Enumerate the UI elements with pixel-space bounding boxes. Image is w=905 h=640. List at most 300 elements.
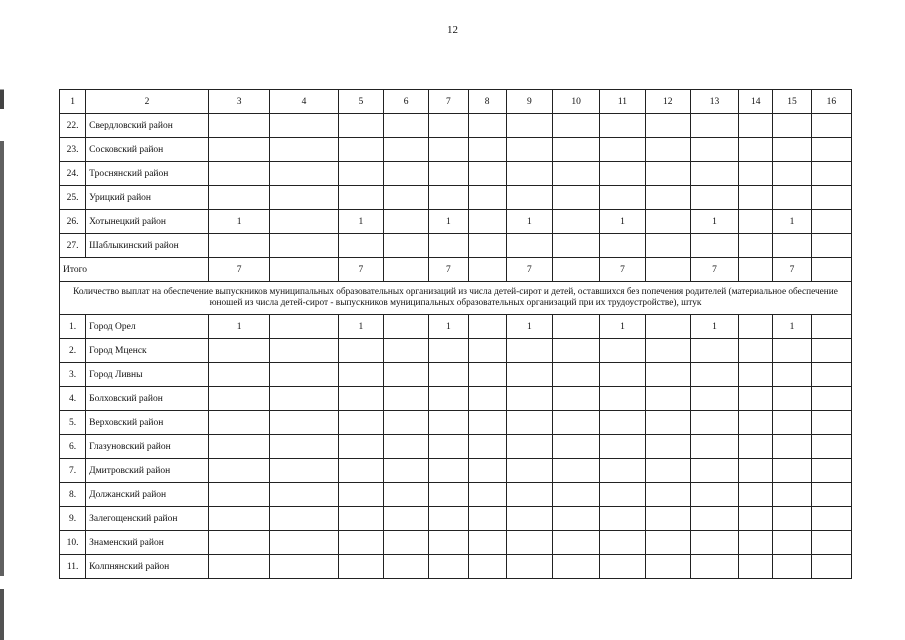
value-cell: 1 (208, 210, 269, 234)
value-cell (811, 507, 851, 531)
value-cell (773, 234, 811, 258)
value-cell (384, 363, 429, 387)
district-name: Знаменский район (86, 531, 209, 555)
total-value: 7 (506, 258, 552, 282)
value-cell (690, 435, 738, 459)
row-number: 24. (60, 162, 86, 186)
value-cell (429, 234, 468, 258)
value-cell (811, 531, 851, 555)
district-name: Троснянский район (86, 162, 209, 186)
value-cell (270, 186, 338, 210)
section-row (60, 282, 852, 315)
value-cell (645, 234, 690, 258)
value-cell (739, 234, 773, 258)
district-name: Сосковский район (86, 138, 209, 162)
value-cell (468, 435, 506, 459)
table-row (60, 411, 852, 435)
value-cell (600, 411, 645, 435)
value-cell (506, 459, 552, 483)
row-number: 4. (60, 387, 86, 411)
value-cell (208, 114, 269, 138)
table-row (60, 363, 852, 387)
value-cell (811, 234, 851, 258)
table-row (60, 186, 852, 210)
table-row (60, 339, 852, 363)
value-cell (811, 363, 851, 387)
value-cell (645, 435, 690, 459)
value-cell: 1 (506, 210, 552, 234)
value-cell: 1 (600, 210, 645, 234)
value-cell (384, 138, 429, 162)
value-cell (739, 114, 773, 138)
row-number: 7. (60, 459, 86, 483)
row-number: 1. (60, 315, 86, 339)
value-cell (468, 339, 506, 363)
value-cell (553, 315, 600, 339)
value-cell (739, 210, 773, 234)
value-cell (690, 411, 738, 435)
value-cell (506, 435, 552, 459)
value-cell (553, 411, 600, 435)
value-cell (553, 138, 600, 162)
total-value (739, 258, 773, 282)
value-cell (468, 387, 506, 411)
value-cell (600, 387, 645, 411)
row-number: 5. (60, 411, 86, 435)
value-cell (739, 459, 773, 483)
value-cell (384, 507, 429, 531)
value-cell (811, 483, 851, 507)
value-cell (384, 459, 429, 483)
value-cell (553, 363, 600, 387)
value-cell (429, 531, 468, 555)
value-cell (270, 363, 338, 387)
column-header: 4 (270, 90, 338, 114)
value-cell (690, 363, 738, 387)
value-cell (739, 387, 773, 411)
total-value (468, 258, 506, 282)
value-cell (553, 162, 600, 186)
row-number: 3. (60, 363, 86, 387)
table-row (60, 162, 852, 186)
total-value (645, 258, 690, 282)
value-cell (739, 339, 773, 363)
value-cell (811, 387, 851, 411)
column-header: 12 (645, 90, 690, 114)
value-cell (690, 162, 738, 186)
value-cell (384, 234, 429, 258)
row-number: 26. (60, 210, 86, 234)
value-cell (553, 339, 600, 363)
value-cell (773, 387, 811, 411)
total-value (553, 258, 600, 282)
value-cell (506, 483, 552, 507)
value-cell (773, 507, 811, 531)
value-cell (208, 507, 269, 531)
value-cell (338, 138, 383, 162)
value-cell (506, 363, 552, 387)
value-cell (384, 531, 429, 555)
value-cell (645, 555, 690, 579)
value-cell (506, 507, 552, 531)
value-cell (338, 507, 383, 531)
table-row (60, 234, 852, 258)
table-row (60, 483, 852, 507)
value-cell (645, 339, 690, 363)
district-name: Залегощенский район (86, 507, 209, 531)
value-cell (208, 387, 269, 411)
value-cell (645, 315, 690, 339)
value-cell (773, 531, 811, 555)
value-cell (208, 339, 269, 363)
value-cell (645, 459, 690, 483)
value-cell (384, 210, 429, 234)
value-cell (208, 411, 269, 435)
value-cell (468, 186, 506, 210)
value-cell (429, 138, 468, 162)
value-cell (645, 483, 690, 507)
value-cell (468, 531, 506, 555)
value-cell (270, 210, 338, 234)
value-cell (600, 339, 645, 363)
value-cell (773, 555, 811, 579)
value-cell (208, 531, 269, 555)
value-cell (553, 555, 600, 579)
value-cell: 1 (338, 210, 383, 234)
scan-edge (0, 0, 4, 640)
district-name: Колпнянский район (86, 555, 209, 579)
district-name: Должанский район (86, 483, 209, 507)
value-cell (600, 435, 645, 459)
value-cell (739, 435, 773, 459)
value-cell: 1 (773, 315, 811, 339)
value-cell (690, 387, 738, 411)
value-cell (429, 459, 468, 483)
district-name: Город Мценск (86, 339, 209, 363)
total-value (270, 258, 338, 282)
value-cell (270, 339, 338, 363)
value-cell (429, 339, 468, 363)
value-cell (270, 459, 338, 483)
value-cell (773, 483, 811, 507)
row-number: 10. (60, 531, 86, 555)
value-cell (384, 483, 429, 507)
value-cell: 1 (690, 210, 738, 234)
district-name: Глазуновский район (86, 435, 209, 459)
value-cell (600, 363, 645, 387)
value-cell (600, 114, 645, 138)
value-cell (645, 162, 690, 186)
column-header: 9 (506, 90, 552, 114)
row-number: 6. (60, 435, 86, 459)
value-cell (739, 138, 773, 162)
value-cell (384, 435, 429, 459)
district-name: Шаблыкинский район (86, 234, 209, 258)
value-cell (645, 531, 690, 555)
value-cell (429, 387, 468, 411)
value-cell (739, 363, 773, 387)
value-cell (270, 387, 338, 411)
value-cell: 1 (690, 315, 738, 339)
total-row (60, 258, 852, 282)
table-row (60, 387, 852, 411)
value-cell (690, 459, 738, 483)
value-cell (506, 234, 552, 258)
value-cell (208, 234, 269, 258)
value-cell (690, 234, 738, 258)
row-number: 8. (60, 483, 86, 507)
page-number: 12 (447, 24, 458, 36)
row-number: 9. (60, 507, 86, 531)
value-cell (773, 363, 811, 387)
table-row (60, 435, 852, 459)
column-header: 3 (208, 90, 269, 114)
total-value (811, 258, 851, 282)
district-name: Город Орел (86, 315, 209, 339)
value-cell (645, 411, 690, 435)
value-cell (553, 387, 600, 411)
value-cell (739, 483, 773, 507)
value-cell (645, 387, 690, 411)
district-name: Хотынецкий район (86, 210, 209, 234)
value-cell (553, 186, 600, 210)
value-cell (773, 114, 811, 138)
value-cell (468, 162, 506, 186)
value-cell: 1 (773, 210, 811, 234)
value-cell (468, 459, 506, 483)
value-cell (553, 531, 600, 555)
value-cell (468, 483, 506, 507)
value-cell (600, 162, 645, 186)
value-cell (384, 555, 429, 579)
value-cell (739, 162, 773, 186)
district-name: Урицкий район (86, 186, 209, 210)
total-value (384, 258, 429, 282)
table-row (60, 555, 852, 579)
total-value: 7 (690, 258, 738, 282)
table-row (60, 459, 852, 483)
value-cell (270, 555, 338, 579)
value-cell (553, 507, 600, 531)
value-cell (690, 114, 738, 138)
value-cell (338, 483, 383, 507)
value-cell (773, 162, 811, 186)
table-row (60, 138, 852, 162)
district-name: Дмитровский район (86, 459, 209, 483)
value-cell (645, 363, 690, 387)
column-header: 13 (690, 90, 738, 114)
value-cell (338, 363, 383, 387)
value-cell (690, 507, 738, 531)
value-cell (208, 363, 269, 387)
total-value: 7 (338, 258, 383, 282)
value-cell (468, 210, 506, 234)
column-header: 2 (86, 90, 209, 114)
value-cell (384, 315, 429, 339)
value-cell (270, 483, 338, 507)
column-header: 10 (553, 90, 600, 114)
value-cell (270, 531, 338, 555)
value-cell (553, 435, 600, 459)
value-cell (773, 138, 811, 162)
value-cell (811, 315, 851, 339)
value-cell (208, 186, 269, 210)
value-cell (429, 507, 468, 531)
value-cell (338, 234, 383, 258)
value-cell (773, 411, 811, 435)
value-cell (338, 162, 383, 186)
value-cell (690, 138, 738, 162)
header-row (60, 90, 852, 114)
value-cell (553, 210, 600, 234)
value-cell (773, 435, 811, 459)
value-cell: 1 (338, 315, 383, 339)
district-name: Болховский район (86, 387, 209, 411)
value-cell (645, 186, 690, 210)
value-cell (773, 186, 811, 210)
table-row (60, 114, 852, 138)
value-cell (506, 138, 552, 162)
value-cell (429, 411, 468, 435)
value-cell (773, 339, 811, 363)
value-cell (468, 555, 506, 579)
value-cell: 1 (429, 210, 468, 234)
value-cell (600, 483, 645, 507)
value-cell (384, 411, 429, 435)
value-cell (338, 435, 383, 459)
value-cell (506, 162, 552, 186)
value-cell (811, 435, 851, 459)
value-cell (600, 555, 645, 579)
value-cell (811, 411, 851, 435)
value-cell (208, 483, 269, 507)
table-row (60, 507, 852, 531)
value-cell (811, 210, 851, 234)
value-cell (739, 411, 773, 435)
value-cell (384, 186, 429, 210)
value-cell (811, 114, 851, 138)
value-cell (429, 114, 468, 138)
value-cell (553, 483, 600, 507)
column-header: 5 (338, 90, 383, 114)
value-cell (468, 411, 506, 435)
value-cell (600, 138, 645, 162)
value-cell (506, 339, 552, 363)
column-header: 8 (468, 90, 506, 114)
value-cell (739, 555, 773, 579)
value-cell (338, 114, 383, 138)
value-cell (739, 186, 773, 210)
value-cell (384, 162, 429, 186)
column-header: 1 (60, 90, 86, 114)
value-cell (208, 555, 269, 579)
value-cell (739, 531, 773, 555)
row-number: 11. (60, 555, 86, 579)
value-cell (338, 531, 383, 555)
value-cell (690, 339, 738, 363)
value-cell (270, 435, 338, 459)
value-cell (600, 186, 645, 210)
value-cell (384, 387, 429, 411)
value-cell (338, 555, 383, 579)
value-cell (811, 339, 851, 363)
value-cell (506, 411, 552, 435)
value-cell (208, 138, 269, 162)
value-cell (739, 315, 773, 339)
total-label: Итого (60, 258, 209, 282)
district-name: Свердловский район (86, 114, 209, 138)
value-cell (208, 162, 269, 186)
value-cell (208, 435, 269, 459)
row-number: 23. (60, 138, 86, 162)
value-cell (811, 555, 851, 579)
value-cell (811, 138, 851, 162)
value-cell (600, 531, 645, 555)
value-cell (429, 555, 468, 579)
value-cell (270, 138, 338, 162)
value-cell (338, 339, 383, 363)
column-header: 7 (429, 90, 468, 114)
column-header: 6 (384, 90, 429, 114)
value-cell (468, 507, 506, 531)
value-cell (429, 363, 468, 387)
value-cell (506, 114, 552, 138)
table-row (60, 210, 852, 234)
value-cell (468, 234, 506, 258)
value-cell (506, 555, 552, 579)
value-cell (600, 234, 645, 258)
value-cell (690, 186, 738, 210)
value-cell (739, 507, 773, 531)
row-number: 27. (60, 234, 86, 258)
value-cell (338, 186, 383, 210)
value-cell (773, 459, 811, 483)
value-cell (553, 459, 600, 483)
value-cell (429, 435, 468, 459)
value-cell (506, 387, 552, 411)
district-name: Верховский район (86, 411, 209, 435)
value-cell (811, 162, 851, 186)
row-number: 22. (60, 114, 86, 138)
value-cell (338, 459, 383, 483)
column-header: 11 (600, 90, 645, 114)
row-number: 25. (60, 186, 86, 210)
value-cell (270, 162, 338, 186)
value-cell (645, 138, 690, 162)
table-row (60, 531, 852, 555)
value-cell (384, 114, 429, 138)
value-cell (384, 339, 429, 363)
value-cell (468, 114, 506, 138)
value-cell (270, 507, 338, 531)
value-cell (645, 114, 690, 138)
value-cell (270, 411, 338, 435)
table-row (60, 315, 852, 339)
row-number: 2. (60, 339, 86, 363)
value-cell (645, 210, 690, 234)
value-cell: 1 (600, 315, 645, 339)
total-value: 7 (208, 258, 269, 282)
value-cell (429, 162, 468, 186)
value-cell: 1 (429, 315, 468, 339)
value-cell (270, 315, 338, 339)
value-cell (429, 186, 468, 210)
district-name: Город Ливны (86, 363, 209, 387)
value-cell (506, 531, 552, 555)
value-cell: 1 (506, 315, 552, 339)
value-cell (811, 459, 851, 483)
value-cell (429, 483, 468, 507)
